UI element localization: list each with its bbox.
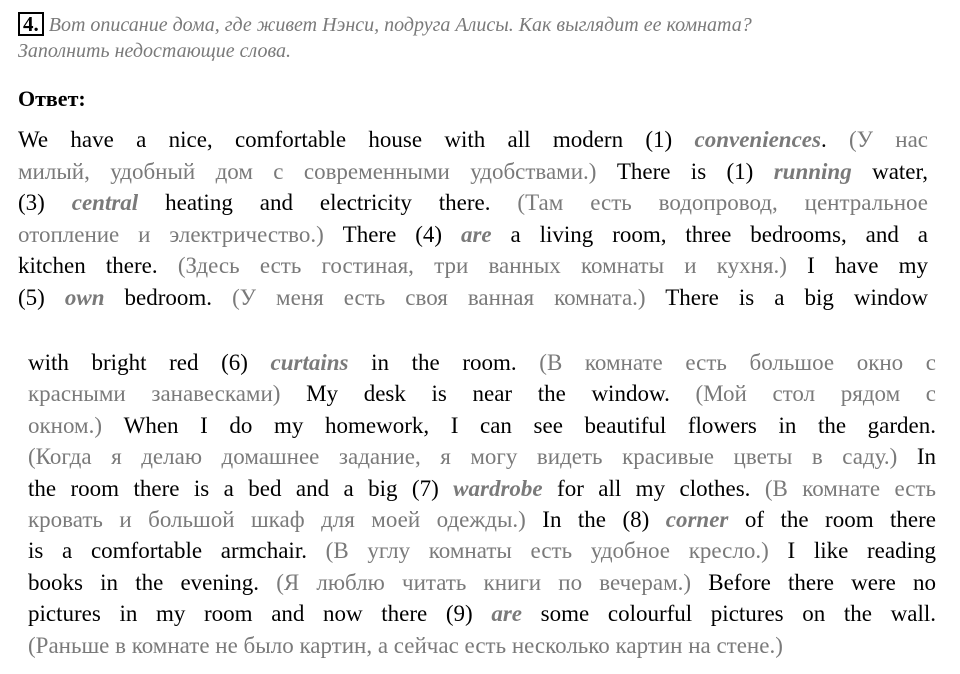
english-text: Before there were no bbox=[691, 569, 937, 595]
task-instruction bbox=[18, 12, 943, 64]
russian-translation: окном.) bbox=[28, 412, 103, 438]
russian-translation: (Мой стол рядом с bbox=[695, 381, 936, 407]
english-text: kitchen there. bbox=[18, 253, 178, 279]
english-text: for all my clothes. bbox=[542, 475, 765, 501]
english-text: We have a nice, comfortable house with all modern (1) bbox=[18, 127, 695, 152]
english-text: the room there is a bed and a big (7) bbox=[28, 475, 454, 501]
english-text: is a comfortable armchair. bbox=[28, 538, 326, 564]
russian-translation: (В комнате есть большое окно с bbox=[539, 350, 937, 375]
english-text: of the room there bbox=[728, 507, 937, 533]
text-line bbox=[28, 598, 936, 629]
answer-word: are bbox=[491, 601, 523, 627]
english-text: There is (1) bbox=[596, 158, 774, 184]
english-text: I have my bbox=[786, 253, 929, 279]
instruction-line-2: Заполнить недостающие слова. bbox=[18, 40, 292, 62]
russian-translation: кровать и большой шкаф для моей одежды.) bbox=[28, 507, 526, 533]
answer-word: running bbox=[773, 158, 852, 184]
russian-translation: (Я люблю читать книги по вечерам.) bbox=[276, 569, 692, 595]
english-text: (3) bbox=[18, 190, 72, 216]
russian-translation: отопление и электричество.) bbox=[18, 221, 324, 247]
english-text: heating and electricity there. bbox=[138, 190, 518, 216]
text-line bbox=[28, 473, 936, 504]
text-line bbox=[18, 282, 928, 314]
english-text: There is a big window bbox=[645, 284, 928, 310]
task-number: 4. bbox=[18, 12, 44, 36]
text-line bbox=[18, 124, 928, 156]
text-line bbox=[28, 567, 936, 598]
answer-paragraph-2 bbox=[28, 347, 936, 661]
english-text: books in the evening. bbox=[28, 569, 277, 595]
russian-translation: (Когда я делаю домашнее задание, я могу видеть красивые цветы в саду.) bbox=[28, 444, 898, 470]
answer-word: conveniences bbox=[694, 127, 821, 152]
russian-translation: (У меня есть своя ванная комната.) bbox=[232, 284, 646, 310]
russian-translation: (Там есть водопровод, центральное bbox=[517, 190, 928, 216]
answer-word: own bbox=[64, 284, 105, 310]
answer-heading: Ответ: bbox=[18, 86, 86, 111]
english-text: with bright red (6) bbox=[28, 350, 271, 375]
english-text: . bbox=[820, 127, 850, 152]
russian-translation: (Здесь есть гостиная, три ванных комнаты и кухня.) bbox=[177, 253, 787, 279]
english-text: water, bbox=[851, 158, 928, 184]
russian-translation: (Раньше в комнате не было картин, а сейчас есть несколько картин на стене.) bbox=[28, 632, 783, 658]
instruction-line-1: Вот описание дома, где живет Нэнси, подруга Алисы. Как выглядит ее комната? bbox=[48, 14, 752, 36]
english-text: I like reading bbox=[768, 538, 936, 564]
answer-word: corner bbox=[665, 507, 729, 533]
english-text: There (4) bbox=[323, 221, 461, 247]
russian-translation: милый, удобный дом с современными удобствами.) bbox=[18, 158, 597, 184]
english-text: in the room. bbox=[348, 350, 540, 375]
text-line bbox=[28, 378, 936, 409]
text-line bbox=[28, 441, 936, 472]
russian-translation: (В комнате есть bbox=[764, 475, 936, 501]
english-text: a living room, three bedrooms, and a bbox=[491, 221, 928, 247]
text-line bbox=[28, 535, 936, 566]
english-text: In the (8) bbox=[525, 507, 666, 533]
english-text: In bbox=[897, 444, 936, 470]
answer-word: are bbox=[460, 221, 492, 247]
text-line bbox=[18, 219, 928, 251]
russian-translation: (В углу комнаты есть удобное кресло.) bbox=[325, 538, 769, 564]
answer-word: wardrobe bbox=[453, 475, 543, 501]
text-line bbox=[28, 347, 936, 378]
english-text: When I do my homework, I can see beautiful flowers in the garden. bbox=[102, 412, 936, 438]
text-line bbox=[28, 504, 936, 535]
text-line bbox=[18, 156, 928, 188]
english-text: pictures in my room and now there (9) bbox=[28, 601, 492, 627]
english-text: (5) bbox=[18, 284, 65, 310]
text-line bbox=[28, 410, 936, 441]
english-text: bedroom. bbox=[104, 284, 233, 310]
answer-word: curtains bbox=[270, 350, 349, 375]
text-line bbox=[18, 250, 928, 282]
russian-translation: (У нас bbox=[849, 127, 929, 152]
text-line bbox=[28, 630, 936, 661]
answer-paragraph-1 bbox=[18, 124, 928, 314]
english-text: some colourful pictures on the wall. bbox=[522, 601, 936, 627]
answer-word: central bbox=[71, 190, 139, 216]
text-line bbox=[18, 187, 928, 219]
russian-translation: красными занавесками) bbox=[28, 381, 281, 407]
english-text: My desk is near the window. bbox=[280, 381, 696, 407]
